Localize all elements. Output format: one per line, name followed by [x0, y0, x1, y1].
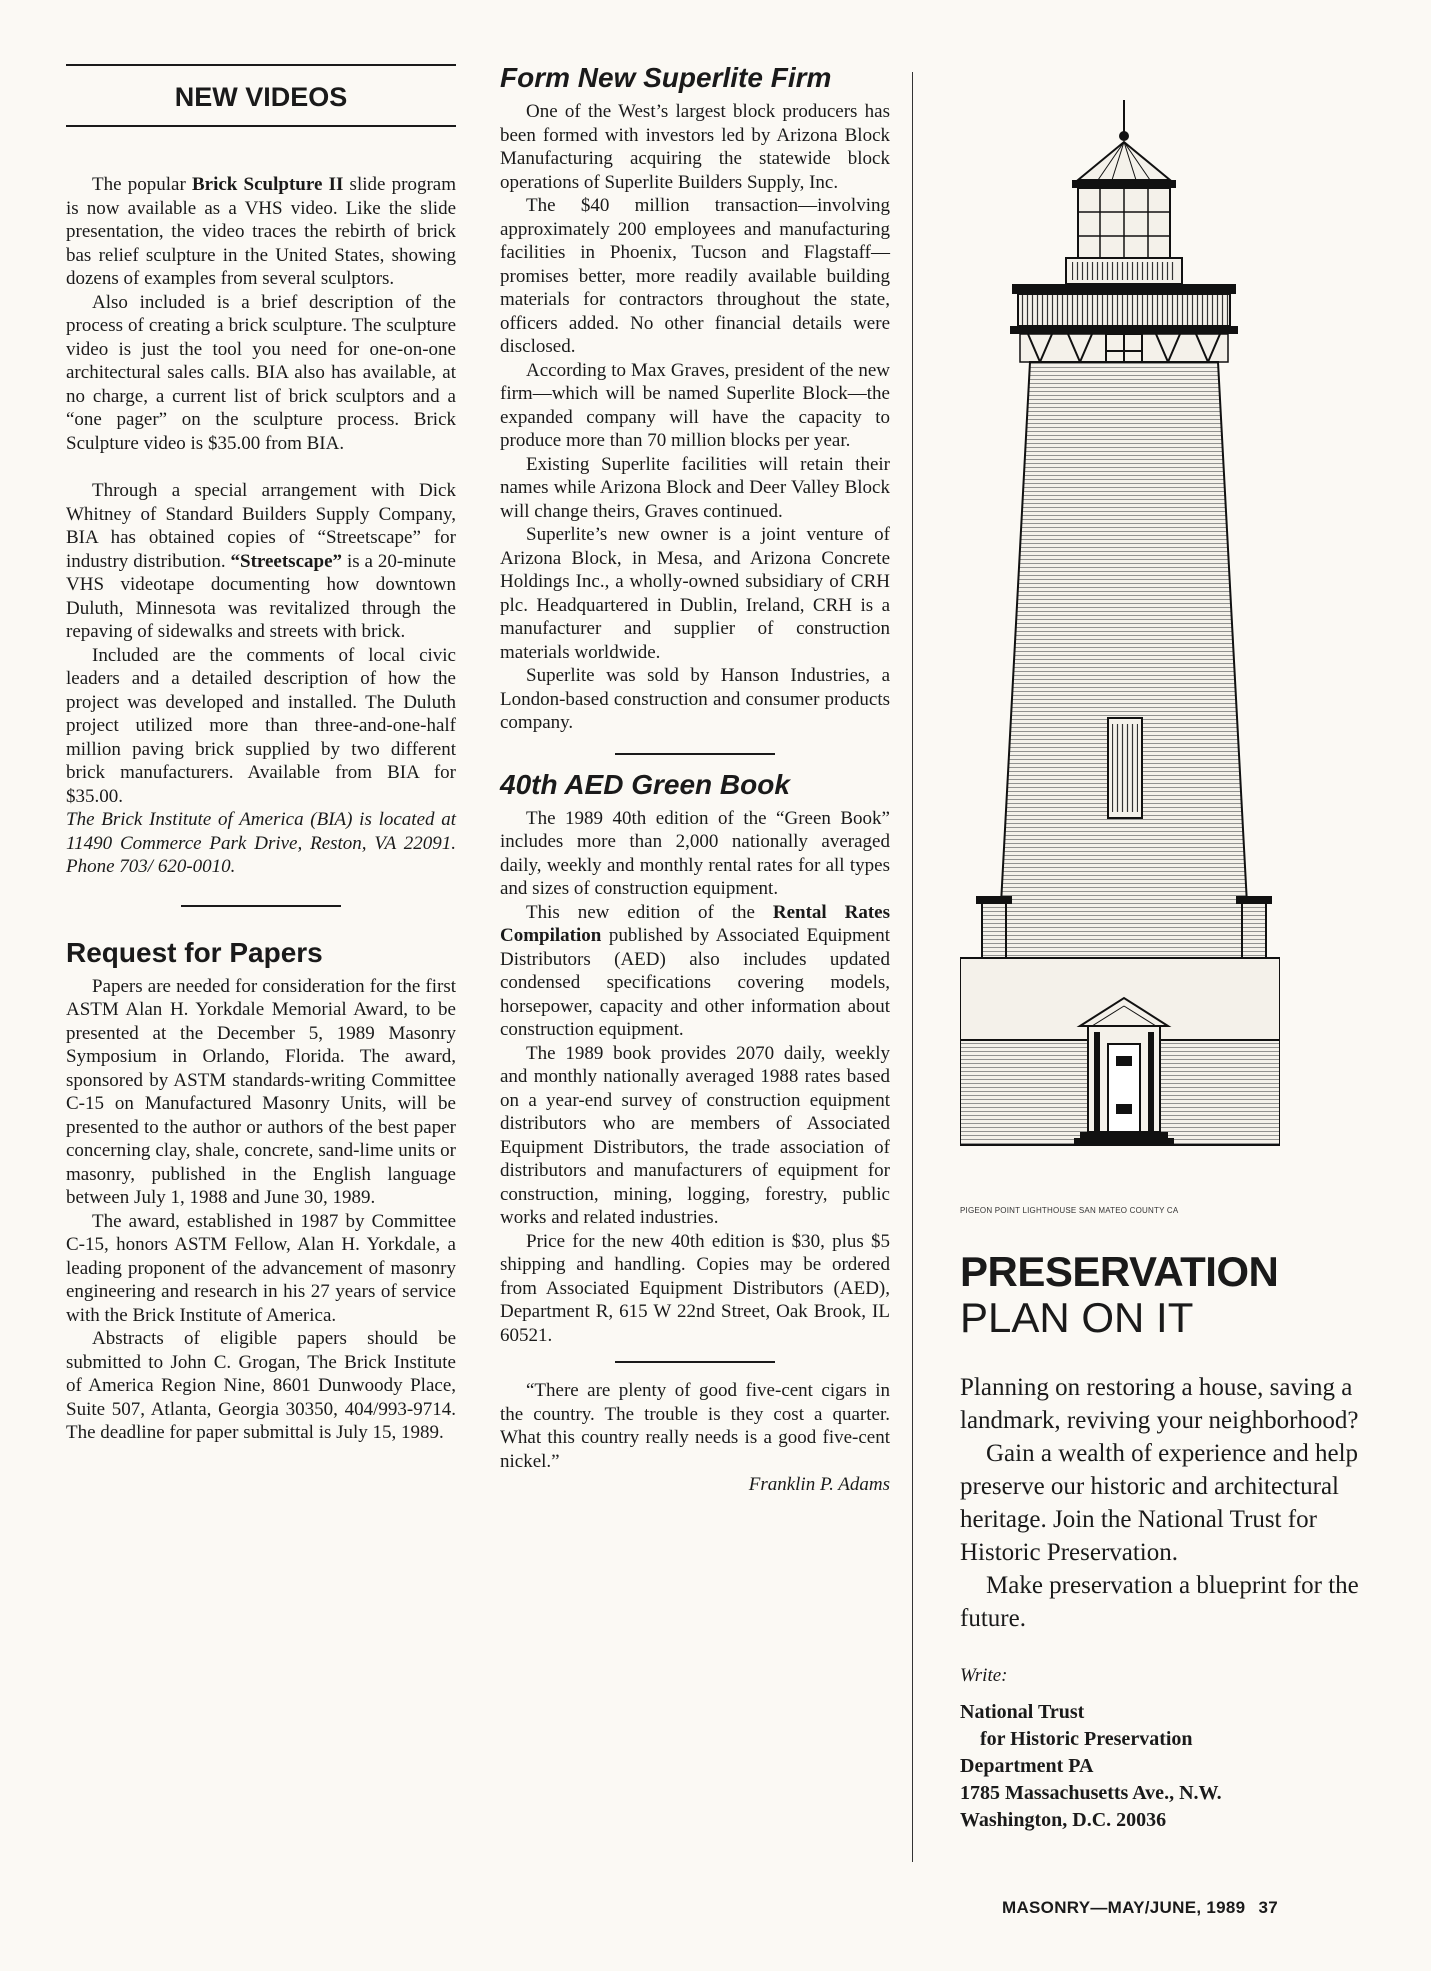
green-book-paragraph: The 1989 40th edition of the “Green Book” includes more than 2,000 nationally averaged daily, weekly and monthly rental rates for all types and sizes of construction equipment.: [500, 807, 890, 899]
quote-author: Franklin P. Adams: [748, 1474, 890, 1495]
new-videos-heading: NEW VIDEOS: [174, 82, 348, 112]
ad-paragraph: Gain a wealth of experience and help preserve our historic and architectural heritage. Join the National Trust for Historic Preservation.: [960, 1440, 1359, 1566]
heading-underline: [66, 125, 456, 127]
request-papers-paragraph: Abstracts of eligible papers should be submitted to John C. Grogan, The Brick Institute of America Region Nine, 8601 Dunwoody Place, Suite 507, Atlanta, Georgia 30350, 404/993-9714. The deadline for paper submittal is July 15, 1989.: [66, 1328, 456, 1443]
section-divider: [615, 1361, 775, 1363]
superlite-paragraph: One of the West’s largest block producers has been formed with investors led by Arizona Block Manufacturing acquiring the statewide block operations of Superlite Builders Supply, Inc.: [500, 101, 890, 193]
ad-subtitle: PLAN ON IT: [960, 1294, 1194, 1341]
request-papers-heading: Request for Papers: [66, 936, 323, 968]
bia-contact: The Brick Institute of America (BIA) is located at 11490 Commerce Park Drive, Reston, VA 22091. Phone 703/ 620-0010.: [66, 809, 456, 877]
middle-column: [500, 62, 890, 1497]
top-rule: [66, 64, 456, 66]
ad-paragraph: Planning on restoring a house, saving a landmark, reviving your neighborhood?: [960, 1374, 1359, 1434]
superlite-paragraph: According to Max Graves, president of the new firm—which will be named Superlite Block—the expanded company will have the capacity to produce more than 70 million blocks per year.: [500, 359, 890, 451]
footer-text: MASONRY—MAY/JUNE, 1989: [1002, 1898, 1246, 1917]
section-divider: [615, 753, 775, 755]
new-videos-paragraph: Also included is a brief description of the process of creating a brick sculpture. The sculpture video is just the tool you need for one-on-one architectural sales calls. BIA also has available, at no charge, a current list of brick sculptors and a “one pager” on the sculpture process. Brick Sculpture video is $35.00 from BIA.: [66, 291, 456, 454]
left-column: [66, 64, 456, 1445]
new-videos-paragraph: The popular Brick Sculpture II slide program is now available as a VHS video. Like the slide presentation, the video traces the rebirth of brick bas relief sculpture in the United States, showing dozens of examples from several sculptors.: [66, 174, 456, 289]
green-book-paragraph: The 1989 book provides 2070 daily, weekly and monthly nationally averaged 1988 rates based on a year-end survey of construction equipment distributors who are members of Associated Equipment Distributors, the trade association of distributors and manufacturers of equipment for construction, mining, logging, forestry, public works and related industries.: [500, 1042, 890, 1228]
section-divider: [181, 905, 341, 907]
address-line: National Trust: [960, 1701, 1085, 1723]
ad-paragraph: Make preservation a blueprint for the future.: [960, 1572, 1359, 1632]
new-videos-paragraph: Through a special arrangement with Dick Whitney of Standard Builders Supply Company, BIA has obtained copies of “Streetscape” for industry distribution. “Streetscape” is a 20-minute VHS videotape documenting how downtown Duluth, Minnesota was revitalized through the repaving of sidewalks and streets with brick.: [66, 480, 456, 642]
quote-text: “There are plenty of good five-cent cigars in the country. The trouble is they cost a quarter. What this country really needs is a good five-cent nickel.”: [500, 1380, 890, 1472]
superlite-paragraph: The $40 million transaction—involving approximately 200 employees and manufacturing facilities in Phoenix, Tucson and Flagstaff—promises better, more readily available building materials for contractors throughout the state, officers added. No other financial details were disclosed.: [500, 195, 890, 357]
column-divider: [912, 72, 913, 1862]
address-line: 1785 Massachusetts Ave., N.W.: [960, 1782, 1222, 1804]
request-papers-paragraph: Papers are needed for consideration for the first ASTM Alan H. Yorkdale Memorial Award, to be presented at the December 5, 1989 Masonry Symposium in Orlando, Florida. The award, sponsored by ASTM standards-writing Committee C-15 on Manufactured Masonry Units, will be presented to the author or authors of the best paper concerning clay, shale, concrete, sand-lime units or masonry, published in the English language between July 1, 1988 and June 30, 1989.: [66, 975, 456, 1208]
preservation-ad: [960, 100, 1380, 1834]
green-book-paragraph: Price for the new 40th edition is $30, plus $5 shipping and handling. Copies may be ordered from Associated Equipment Distributors (AED), Department R, 615 W 22nd Street, Oak Brook, IL 60521.: [500, 1230, 890, 1346]
lighthouse-illustration: [960, 100, 1280, 1200]
superlite-heading: Form New Superlite Firm: [500, 62, 832, 93]
new-videos-paragraph: Included are the comments of local civic leaders and a detailed description of how the project was developed and installed. The Duluth project utilized more than three-and-one-half million paving brick supplied by two different brick manufacturers. Available from BIA for $35.00.: [66, 644, 456, 807]
write-label: Write:: [960, 1665, 1008, 1686]
streetscape-title: “Streetscape”: [230, 550, 343, 572]
superlite-paragraph: Existing Superlite facilities will retain their names while Arizona Block and Deer Valley Block will change theirs, Graves continued.: [500, 453, 890, 522]
ad-title: PRESERVATION: [960, 1248, 1279, 1295]
green-book-paragraph: This new edition of the Rental Rates Compilation published by Associated Equipment Distributors (AED) also includes updated condensed specifications covering models, horsepower, capacity and other information about construction equipment.: [500, 901, 891, 1040]
brick-sculpture-title: Brick Sculpture II: [191, 174, 344, 195]
superlite-paragraph: Superlite was sold by Hanson Industries, a London-based construction and consumer products company.: [500, 665, 890, 733]
page-number: 37: [1258, 1898, 1278, 1917]
lighthouse-caption: PIGEON POINT LIGHTHOUSE SAN MATEO COUNTY CA: [960, 1206, 1179, 1215]
address-line: for Historic Preservation: [980, 1728, 1193, 1750]
rental-rates-title: Rental Rates Compilation: [500, 901, 891, 946]
green-book-heading: 40th AED Green Book: [500, 768, 790, 800]
address-line: Department PA: [960, 1755, 1094, 1777]
request-papers-paragraph: The award, established in 1987 by Committee C-15, honors ASTM Fellow, Alan H. Yorkdale, a leading proponent of the advancement of masonry engineering and research in his 27 years of service with the Brick Institute of America.: [66, 1210, 456, 1326]
superlite-paragraph: Superlite’s new owner is a joint venture of Arizona Block, in Mesa, and Arizona Concrete Holdings Inc., a wholly-owned subsidiary of CRH plc. Headquartered in Dublin, Ireland, CRH is a manufacturer and supplier of construction materials worldwide.: [500, 524, 890, 663]
address-line: Washington, D.C. 20036: [960, 1809, 1167, 1831]
page-footer: [1002, 1898, 1278, 1918]
